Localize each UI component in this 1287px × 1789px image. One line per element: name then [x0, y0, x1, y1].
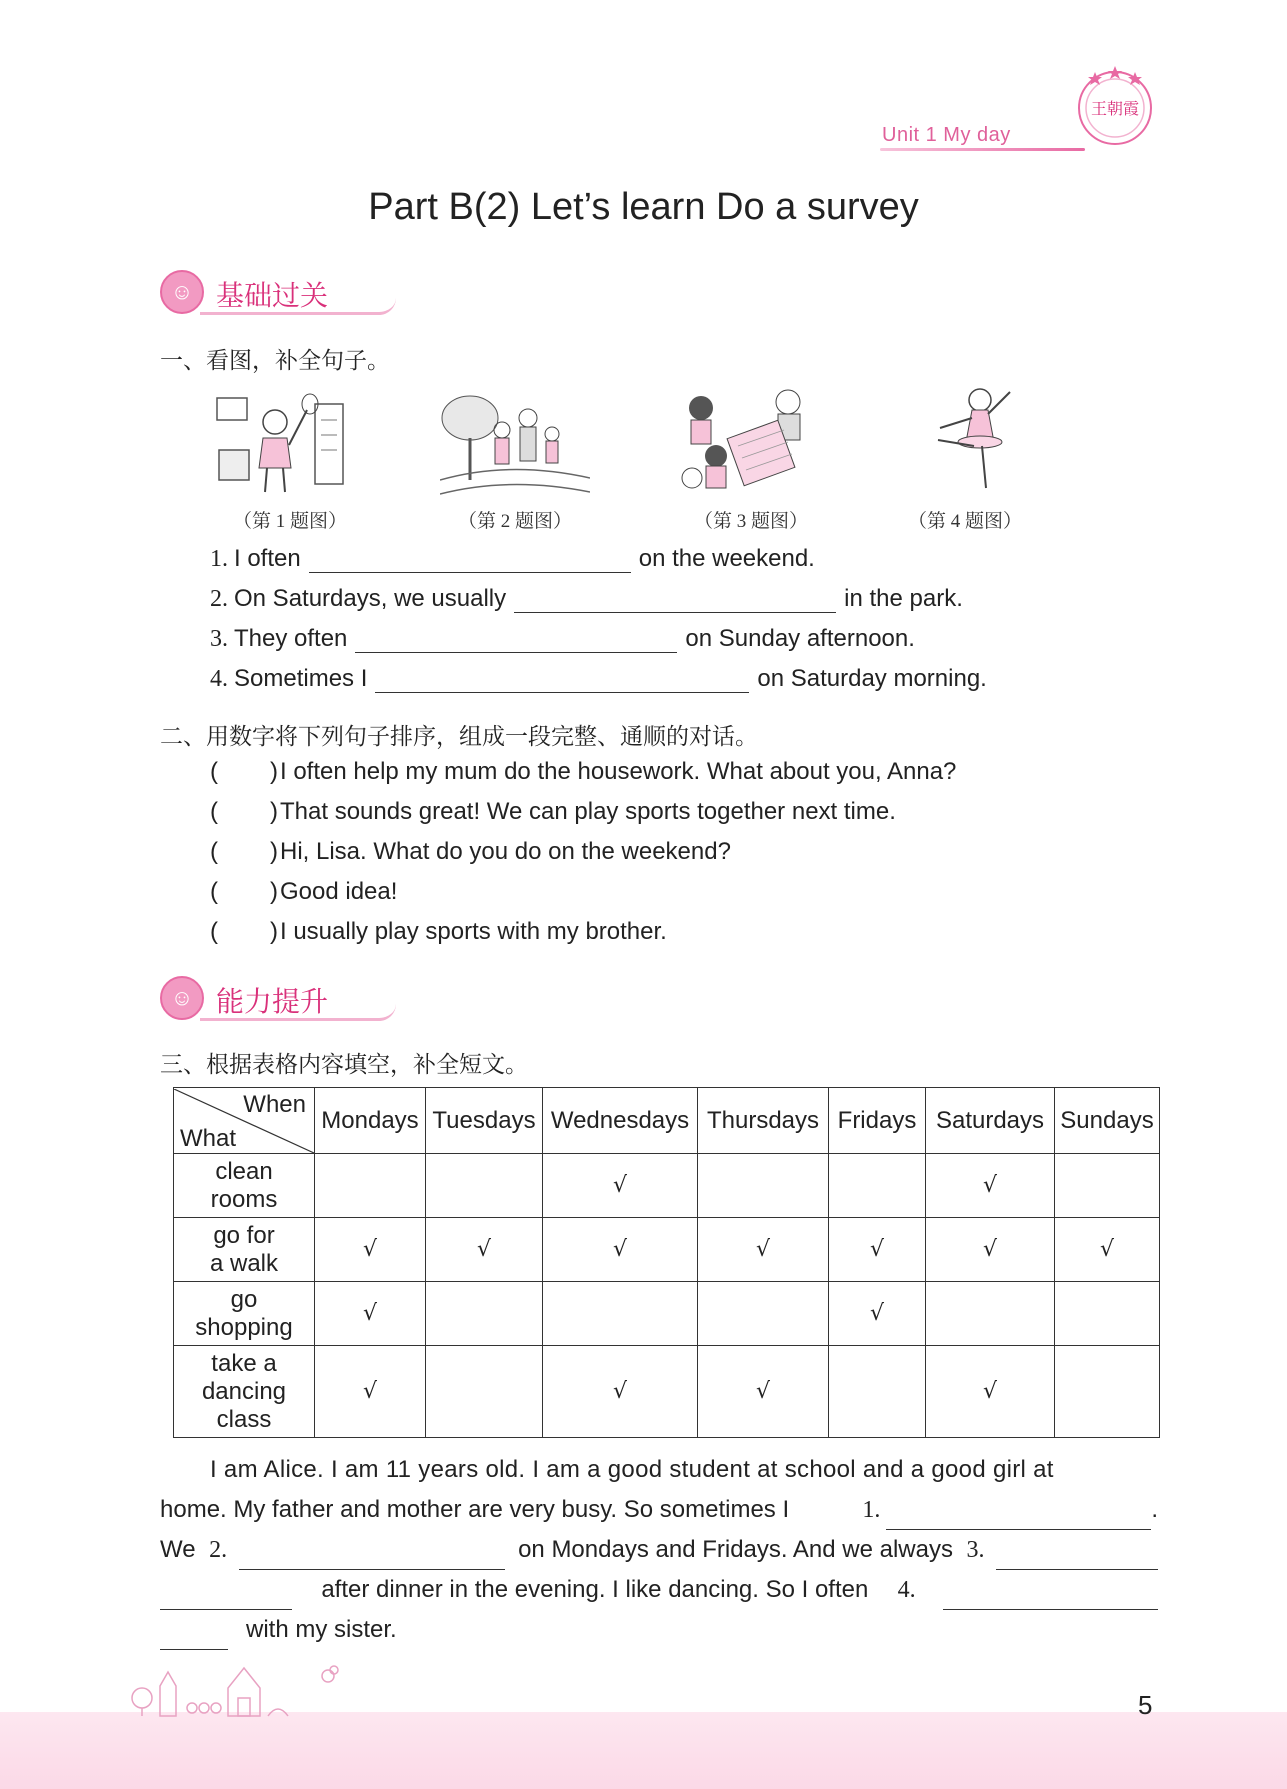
- publisher-logo: [1072, 62, 1158, 148]
- sentence-start: They often: [234, 625, 348, 652]
- check-cell: [426, 1154, 543, 1218]
- activity-cell: clean rooms: [174, 1154, 315, 1218]
- order-input[interactable]: ( ): [210, 798, 278, 825]
- q1-item-3: [210, 624, 915, 653]
- blank-number: 2.: [209, 1537, 228, 1563]
- sentence-start: On Saturdays, we usually: [234, 585, 507, 612]
- dialogue-line-3: [210, 838, 731, 866]
- activity-cell: go for a walk: [174, 1218, 315, 1282]
- blank-number: 3.: [966, 1537, 985, 1563]
- answer-blank-1[interactable]: [886, 1501, 1151, 1530]
- sentence-start: I often: [234, 545, 301, 572]
- table-row: [174, 1282, 1160, 1346]
- dialogue-line-5: [210, 918, 667, 946]
- dialogue-text: That sounds great! We can play sports together next time.: [280, 798, 896, 825]
- passage-line-4: after dinner in the evening. I like dancing. So I often 4.: [160, 1570, 1158, 1610]
- answer-blank-4-continued[interactable]: [160, 1621, 228, 1650]
- order-input[interactable]: ( ): [210, 918, 278, 945]
- answer-blank-3-continued[interactable]: [160, 1581, 292, 1610]
- check-cell: [426, 1282, 543, 1346]
- activity-cell: go shopping: [174, 1282, 315, 1346]
- header-underline: [880, 148, 1085, 151]
- check-cell: [1055, 1154, 1160, 1218]
- dialogue-line-2: [210, 798, 896, 826]
- blank-number: 1.: [862, 1497, 881, 1523]
- survey-table: [173, 1087, 1160, 1438]
- check-mark-cell: √: [926, 1218, 1055, 1282]
- answer-blank[interactable]: [309, 544, 631, 573]
- table-header-row: [174, 1088, 1160, 1154]
- day-header: Tuesdays: [426, 1088, 543, 1154]
- dialogue-text: I often help my mum do the housework. What about you, Anna?: [280, 758, 957, 785]
- picture-2-family-park: [440, 390, 590, 500]
- order-input[interactable]: ( ): [210, 838, 278, 865]
- check-cell: [698, 1154, 829, 1218]
- check-mark-cell: √: [543, 1346, 698, 1438]
- dialogue-text: Good idea!: [280, 878, 398, 905]
- sentence-end: on Saturday morning.: [757, 665, 987, 692]
- section-title: 能力提升: [216, 986, 329, 1017]
- question-1-heading: 一、看图，补全句子。: [160, 347, 390, 373]
- sentence-end: in the park.: [844, 585, 963, 612]
- day-header: Sundays: [1055, 1088, 1160, 1154]
- passage-line-3: We 2. on Mondays and Fridays. And we always 3.: [160, 1530, 1158, 1570]
- picture-3-children-playing-game: [676, 386, 826, 496]
- item-number: 3.: [210, 626, 228, 652]
- day-header: Mondays: [315, 1088, 426, 1154]
- check-cell: [315, 1154, 426, 1218]
- day-header: Saturdays: [926, 1088, 1055, 1154]
- picture-4-girl-ballet: [910, 380, 1060, 490]
- item-number: 4.: [210, 666, 228, 692]
- corner-when-label: When: [243, 1090, 306, 1118]
- day-header: Thursdays: [698, 1088, 829, 1154]
- answer-blank-2[interactable]: [239, 1541, 505, 1570]
- table-row: [174, 1154, 1160, 1218]
- check-mark-cell: √: [543, 1218, 698, 1282]
- table-corner-cell: [174, 1088, 315, 1154]
- passage: [160, 1450, 1158, 1650]
- unit-label: Unit 1 My day: [882, 124, 1011, 146]
- answer-blank-4[interactable]: [943, 1581, 1158, 1610]
- answer-blank[interactable]: [355, 624, 677, 653]
- check-mark-cell: √: [315, 1282, 426, 1346]
- check-mark-cell: √: [926, 1346, 1055, 1438]
- section-badge-advanced: [160, 976, 400, 1020]
- check-mark-cell: √: [926, 1154, 1055, 1218]
- sentence-end: on the weekend.: [638, 545, 815, 572]
- caption-3: （第 3 题图）: [693, 511, 808, 532]
- logo-text: 王朝霞: [1090, 101, 1139, 118]
- check-mark-cell: √: [1055, 1218, 1160, 1282]
- passage-line-2: home. My father and mother are very busy. So sometimes I 1. .: [160, 1490, 1158, 1530]
- check-cell: [829, 1154, 926, 1218]
- order-input[interactable]: ( ): [210, 878, 278, 905]
- dialogue-text: Hi, Lisa. What do you do on the weekend?: [280, 838, 731, 865]
- sentence-start: Sometimes I: [234, 665, 368, 692]
- sentence-end: on Sunday afternoon.: [685, 625, 915, 652]
- caption-1: （第 1 题图）: [232, 511, 347, 532]
- check-mark-cell: √: [426, 1218, 543, 1282]
- caption-2: （第 2 题图）: [457, 511, 572, 532]
- check-mark-cell: √: [698, 1346, 829, 1438]
- q1-item-1: [210, 544, 815, 573]
- check-cell: [1055, 1346, 1160, 1438]
- table-row: [174, 1218, 1160, 1282]
- item-number: 1.: [210, 546, 228, 572]
- check-mark-cell: √: [829, 1218, 926, 1282]
- check-cell: [698, 1282, 829, 1346]
- picture-1-girl-cleaning: [215, 390, 365, 500]
- check-cell: [426, 1346, 543, 1438]
- question-3-heading: 三、根据表格内容填空，补全短文。: [160, 1051, 528, 1077]
- check-mark-cell: √: [315, 1346, 426, 1438]
- passage-line-1: I am Alice. I am 11 years old. I am a good student at school and a good girl at: [210, 1456, 1054, 1483]
- corner-what-label: What: [180, 1124, 237, 1152]
- cartoon-avatar-icon: ☺: [160, 270, 204, 314]
- dialogue-text: I usually play sports with my brother.: [280, 918, 667, 945]
- answer-blank-3[interactable]: [996, 1541, 1158, 1570]
- section-title: 基础过关: [216, 280, 329, 311]
- activity-cell: take a dancing class: [174, 1346, 315, 1438]
- footer-band: [0, 1712, 1287, 1789]
- q1-item-4: [210, 664, 987, 693]
- dialogue-line-4: [210, 878, 397, 906]
- answer-blank[interactable]: [514, 584, 836, 613]
- castle-decoration-icon: [128, 1658, 348, 1723]
- check-mark-cell: √: [698, 1218, 829, 1282]
- order-input[interactable]: ( ): [210, 758, 278, 785]
- check-cell: [829, 1346, 926, 1438]
- check-cell: [543, 1282, 698, 1346]
- table-row: [174, 1346, 1160, 1438]
- day-header: Fridays: [829, 1088, 926, 1154]
- dialogue-line-1: [210, 758, 956, 786]
- q1-item-2: [210, 584, 963, 613]
- item-number: 2.: [210, 586, 228, 612]
- page-number: 5: [1138, 1690, 1153, 1720]
- answer-blank[interactable]: [375, 664, 749, 693]
- passage-line-5: with my sister.: [160, 1610, 1158, 1650]
- check-mark-cell: √: [829, 1282, 926, 1346]
- question-2-heading: 二、用数字将下列句子排序，组成一段完整、通顺的对话。: [160, 723, 758, 749]
- cartoon-avatar-icon: ☺: [160, 976, 204, 1020]
- check-cell: [926, 1282, 1055, 1346]
- page-title: Part B(2) Let’s learn Do a survey: [368, 186, 919, 228]
- caption-4: （第 4 题图）: [907, 511, 1022, 532]
- blank-number: 4.: [897, 1577, 916, 1603]
- day-header: Wednesdays: [543, 1088, 698, 1154]
- check-mark-cell: √: [315, 1218, 426, 1282]
- check-mark-cell: √: [543, 1154, 698, 1218]
- section-badge-basic: [160, 270, 400, 314]
- check-cell: [1055, 1282, 1160, 1346]
